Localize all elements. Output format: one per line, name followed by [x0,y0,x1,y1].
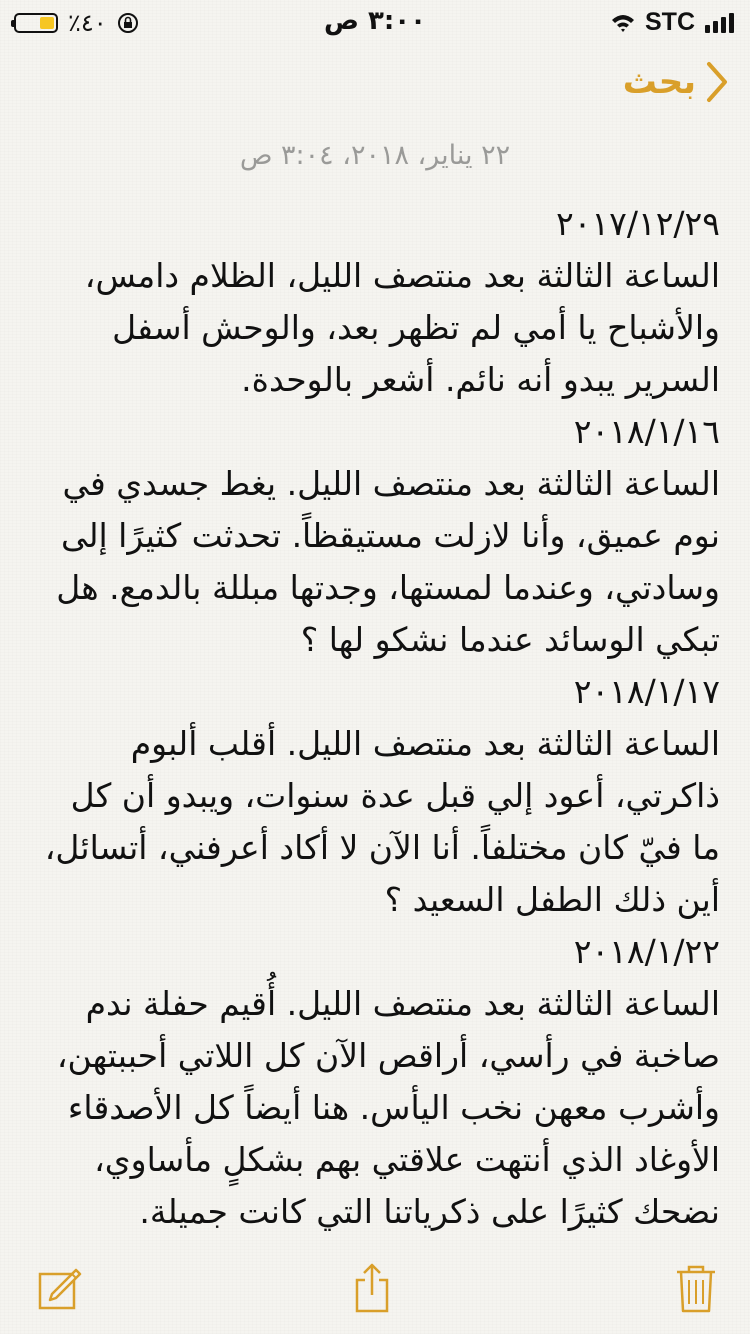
bottom-toolbar [0,1262,750,1322]
entry-date: ٢٠١٨/١/١٧ [573,672,720,711]
back-label: بحث [622,62,696,102]
signal-strength-icon [705,13,734,33]
entry-text: الساعة الثالثة بعد منتصف الليل، الظلام دامس، والأشباح يا أمي لم تظهر بعد، والوحش أسفل السرير يبدو أنه نائم. أشعر بالوحدة. [84,256,720,399]
entry-date: ٢٠١٨/١/١٦ [573,412,720,451]
entry-date: ٢٠١٨/١/٢٢ [573,932,720,971]
carrier-name: STC [645,8,695,36]
entry-text: الساعة الثالثة بعد منتصف الليل. يغط جسدي في نوم عميق، وأنا لازلت مستيقظاً. تحدثت كثيرًا إلى وسادتي، وعندما لمستها، وجدتها مبللة بالدمع. هل تبكي الوسائد عندما نشكو لها ؟ [56,464,720,659]
status-time: ٣:٠٠ ص [323,6,427,36]
trash-icon[interactable] [674,1262,718,1314]
entry-date: ٢٠١٧/١٢/٢٩ [555,204,720,243]
note-body[interactable] [34,198,720,1238]
note-entry [34,406,720,666]
battery-percent: ٪٤٠ [68,9,107,37]
note-entry [34,926,720,1238]
entry-text: الساعة الثالثة بعد منتصف الليل. أُقيم حفلة ندم صاخبة في رأسي، أراقص الآن كل اللاتي أحببتهن، وأشرب معهن نخب اليأس. هنا أيضاً كل الأصدقاء الأوغاد الذي أنتهت علاقتي بهم بشكلٍ مأساوي، نضحك كثيرًا على ذكرياتنا التي كانت جميلة. [56,984,720,1231]
compose-icon[interactable] [36,1262,84,1312]
back-button[interactable] [623,60,728,104]
note-date: ٢٢ يناير، ٢٠١٨، ٣:٠٤ ص [239,140,511,171]
share-icon[interactable] [352,1262,392,1314]
status-bar [0,0,750,42]
chevron-right-icon [706,60,728,104]
connectivity-group [611,8,734,37]
wifi-icon [611,13,635,33]
entry-text: الساعة الثالثة بعد منتصف الليل. أقلب ألبوم ذاكرتي، أعود إلي قبل عدة سنوات، ويبدو أن كل ما فيّ كان مختلفاً. أنا الآن لا أكاد أعرفني، أتسائل، أين ذلك الطفل السعيد ؟ [44,724,720,919]
note-entry [34,198,720,406]
note-entry [34,666,720,926]
